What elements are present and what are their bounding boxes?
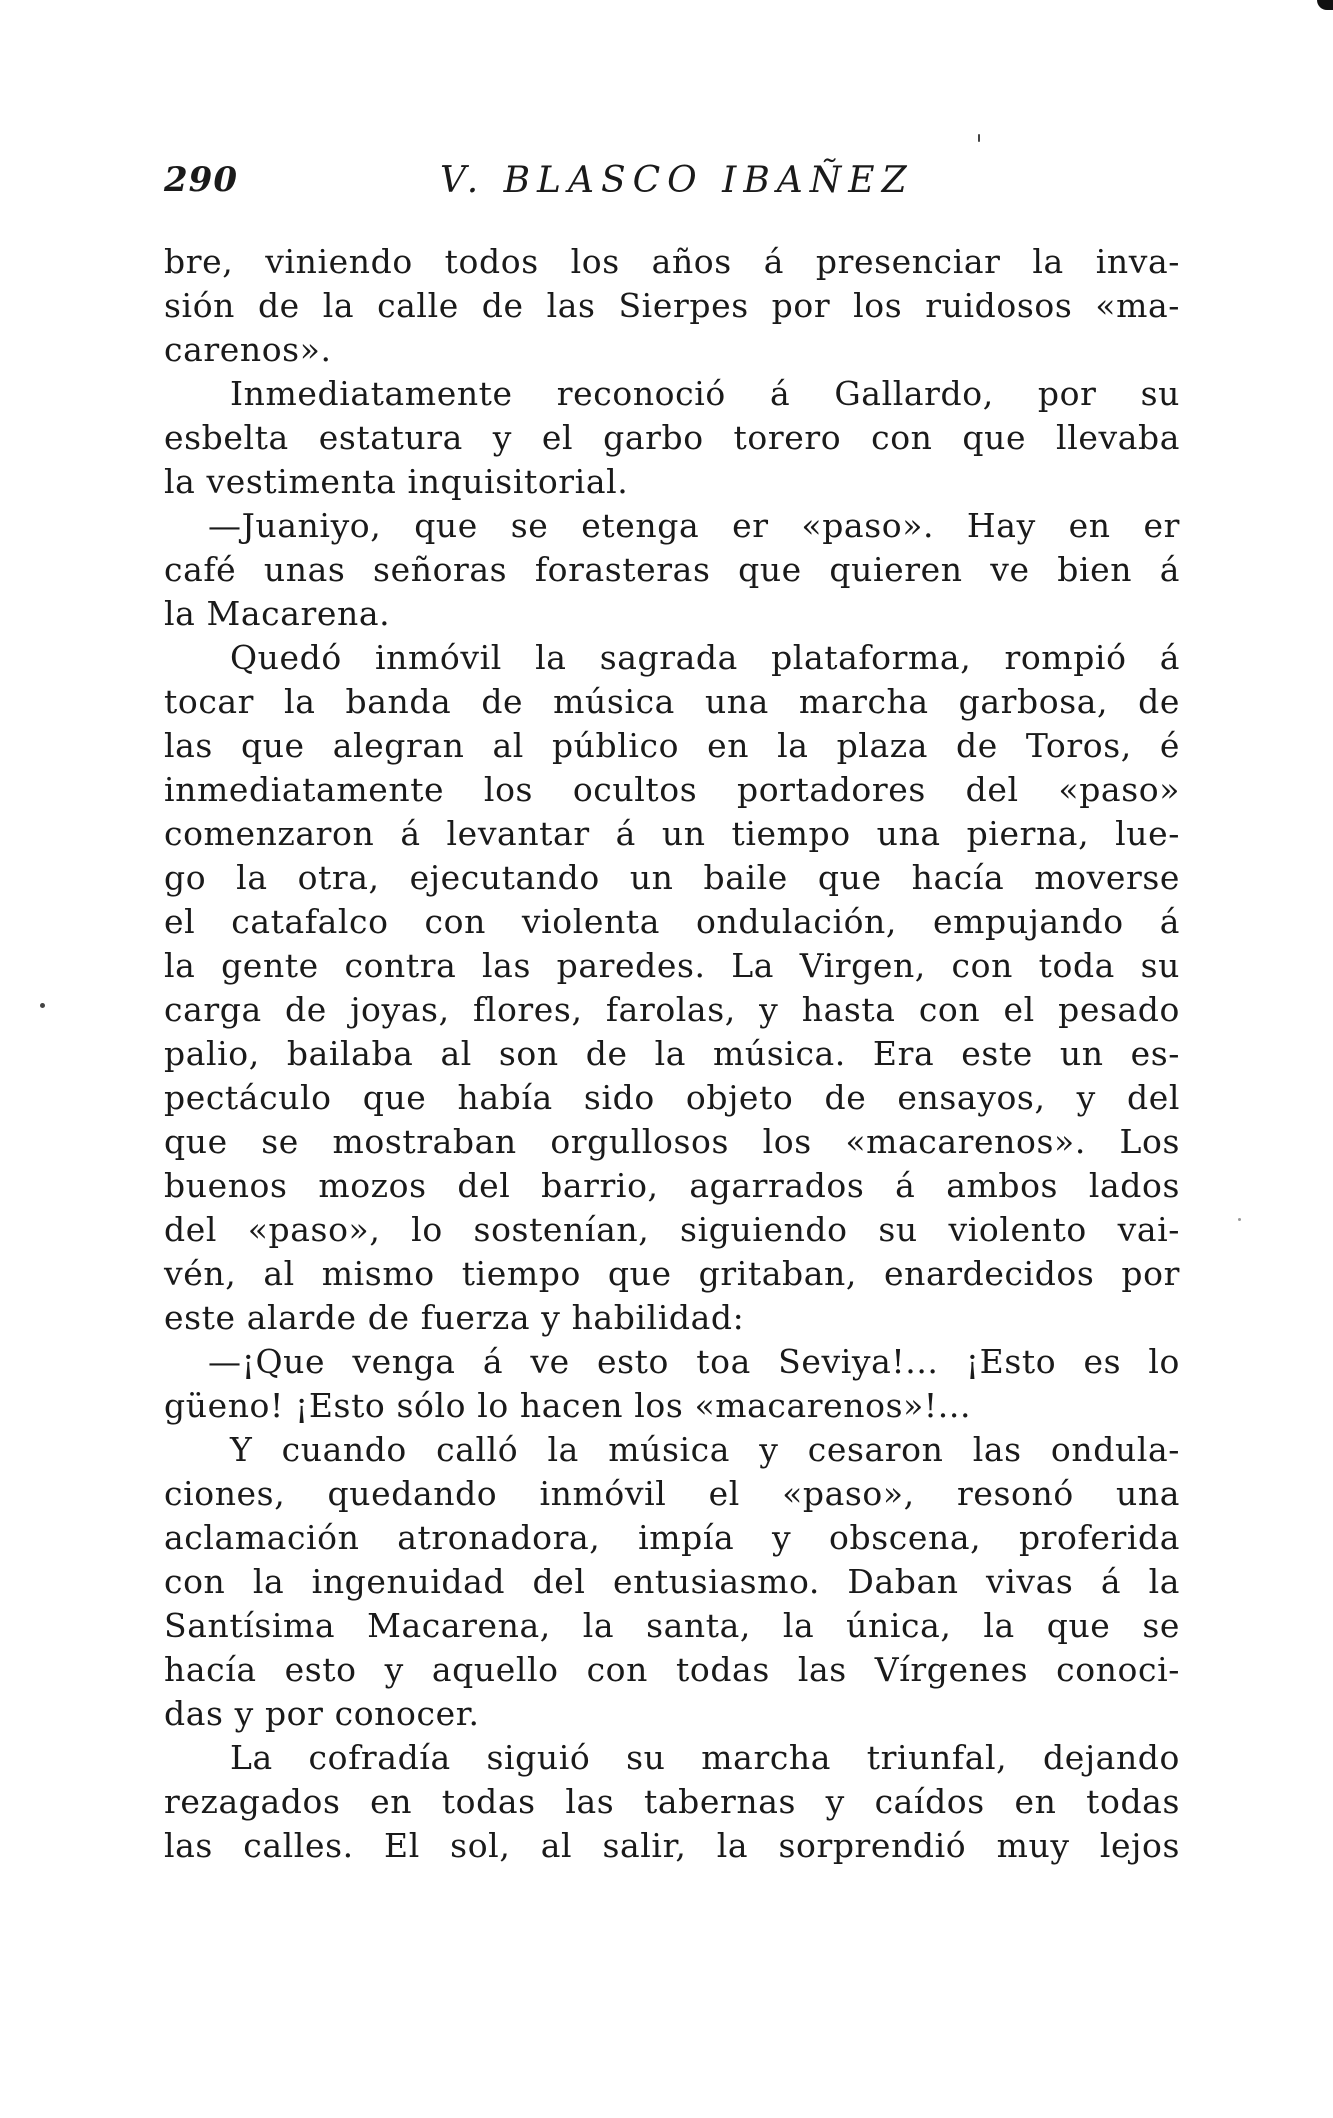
scan-corner-mark [1317, 0, 1333, 10]
text-line: el catafalco con violenta ondulación, empujando á [164, 902, 1180, 941]
text-line: del «paso», lo sostenían, siguiendo su violento vai- [164, 1210, 1180, 1249]
text-line: con la ingenuidad del entusiasmo. Daban vivas á la [164, 1562, 1180, 1601]
text-line: vén, al mismo tiempo que gritaban, enardecidos por [164, 1254, 1180, 1293]
text-line: Santísima Macarena, la santa, la única, la que se [164, 1606, 1180, 1645]
text-line: la Macarena. [164, 594, 391, 633]
text-line: ciones, quedando inmóvil el «paso», resonó una [164, 1474, 1180, 1513]
text-line: tocar la banda de música una marcha garbosa, de [164, 682, 1180, 721]
text-line: café unas señoras forasteras que quieren ve bien á [164, 550, 1180, 589]
text-line: inmediatamente los ocultos portadores del «paso» [164, 770, 1180, 809]
text-line: que se mostraban orgullosos los «macarenos». Los [164, 1122, 1180, 1161]
text-line: esbelta estatura y el garbo torero con que llevaba [164, 418, 1180, 457]
text-line: das y por conocer. [164, 1694, 480, 1733]
text-line: bre, viniendo todos los años á presenciar la inva- [164, 242, 1180, 281]
text-line: las calles. El sol, al salir, la sorprendió muy lejos [164, 1826, 1180, 1865]
text-line: este alarde de fuerza y habilidad: [164, 1298, 745, 1337]
text-line: Inmediatamente reconoció á Gallardo, por su [230, 374, 1180, 413]
page-header [164, 160, 1164, 210]
text-line: Y cuando calló la música y cesaron las ondula- [230, 1430, 1180, 1469]
scan-speck [40, 1003, 45, 1008]
text-line: go la otra, ejecutando un baile que hacía moverse [164, 858, 1180, 897]
scan-speck [978, 134, 980, 142]
text-line: Quedó inmóvil la sagrada plataforma, rompió á [230, 638, 1180, 677]
text-line: sión de la calle de las Sierpes por los ruidosos «ma- [164, 286, 1180, 325]
text-line: buenos mozos del barrio, agarrados á ambos lados [164, 1166, 1180, 1205]
text-line: las que alegran al público en la plaza de Toros, é [164, 726, 1180, 765]
text-line: la gente contra las paredes. La Virgen, con toda su [164, 946, 1180, 985]
scan-speck [1238, 1218, 1241, 1221]
text-line: palio, bailaba al son de la música. Era este un es- [164, 1034, 1180, 1073]
text-line: —Juaniyo, que se etenga er «paso». Hay en er [208, 506, 1180, 545]
text-line: La cofradía siguió su marcha triunfal, dejando [230, 1738, 1180, 1777]
text-line: —¡Que venga á ve esto toa Seviya!... ¡Esto es lo [208, 1342, 1180, 1381]
text-line: hacía esto y aquello con todas las Vírgenes conoci- [164, 1650, 1180, 1689]
text-line: comenzaron á levantar á un tiempo una pierna, lue- [164, 814, 1180, 853]
text-line: aclamación atronadora, impía y obscena, proferida [164, 1518, 1180, 1557]
page-number: 290 [164, 160, 238, 200]
text-line: pectáculo que había sido objeto de ensayos, y del [164, 1078, 1180, 1117]
text-line: rezagados en todas las tabernas y caídos en todas [164, 1782, 1180, 1821]
running-head: V. BLASCO IBAÑEZ [440, 160, 914, 201]
text-line: la vestimenta inquisitorial. [164, 462, 629, 501]
text-line: güeno! ¡Esto sólo lo hacen los «macarenos»!... [164, 1386, 972, 1425]
body-text [164, 240, 1180, 1868]
text-line: carga de joyas, flores, farolas, y hasta con el pesado [164, 990, 1180, 1029]
text-line: carenos». [164, 330, 332, 369]
